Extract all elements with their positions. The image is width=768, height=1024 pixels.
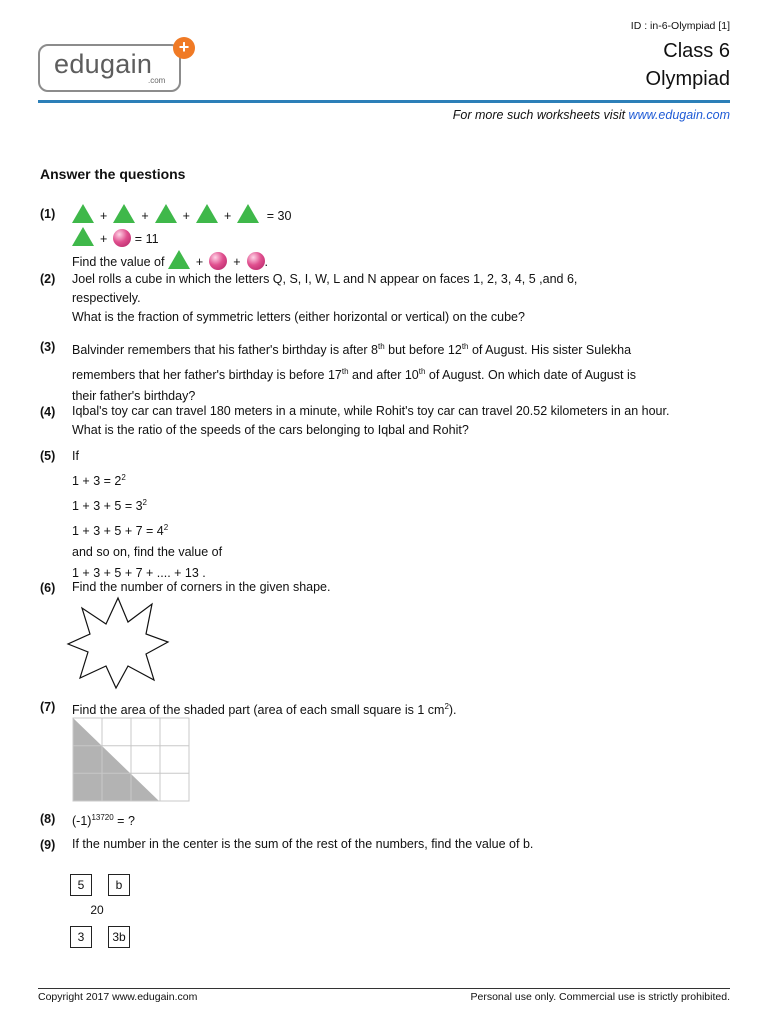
plus-sign: + [233,255,241,269]
worksheet-id: ID : in-6-Olympiad [1] [630,20,730,32]
header-divider [38,100,730,103]
exponent: 2 [444,702,449,711]
q5-l2: 1 + 3 + 5 = 3 [72,499,143,514]
q1-line2 [72,227,702,250]
cell-center: 20 [90,903,104,917]
q3-sup2: th [461,342,469,351]
copyright: Copyright 2017 www.edugain.com [38,991,198,1003]
q7-number: (7) [40,700,56,714]
q3-line1 [72,336,702,361]
plus-sign: + [223,209,232,223]
q2-text [72,270,632,327]
q3-part-e: and after 10 [348,368,419,383]
triangle-icon [237,204,259,223]
q3-part-c: of August. His sister Sulekha [468,343,632,358]
plus-sign: + [100,209,108,223]
q3-text [72,336,702,407]
triangle-icon [72,204,94,223]
triangle-icon [196,204,218,223]
q4-number: (4) [40,405,56,419]
cell-top-left: 5 [70,874,92,896]
q3-sup4: th [418,367,426,377]
q6-text: Find the number of corners in the given shape. [72,580,331,594]
class-title: Class 6 [663,40,730,62]
plus-sign: + [141,209,149,223]
q9-number: (9) [40,838,56,852]
logo-word: edugain [54,49,153,79]
star-polygon [68,598,168,688]
q3-part-b: but before 12 [384,343,462,358]
visit-link[interactable]: www.edugain.com [628,108,730,122]
q1-eq1: = 30 [266,209,292,223]
ball-icon [113,229,131,247]
q7-text-main: Find the area of the shaded part (area of each small square is 1 cm [72,703,445,718]
period: . [264,255,269,269]
number-puzzle [70,874,132,950]
ball-icon [247,252,265,270]
q3-sup3: th [341,367,349,377]
visit-text: For more such worksheets visit [452,108,629,122]
triangle-icon [155,204,177,223]
q9-text: If the number in the center is the sum of the rest of the numbers, find the value of b. [72,837,534,851]
footer-divider [38,988,730,989]
q1-body [72,204,702,273]
q6-number: (6) [40,581,56,595]
exponent: 2 [121,473,126,482]
q1-number: (1) [40,207,56,221]
q3-part-a: Balvinder remembers that his father's birthday is after 8 [72,343,378,358]
q2-text-1: Joel rolls a cube in which the letters Q, S, I, W, L and N appear on faces 1, 2, 3, 4, 5 ,and 6, respectively. [72,272,578,305]
plus-sign: + [195,255,204,269]
q8-end: = ? [113,814,135,829]
edugain-logo [38,37,190,92]
q5-if: If [72,449,79,463]
q5-line4: and so on, find the value of [72,545,223,560]
q3-line2 [72,361,702,386]
exponent: 2 [142,498,147,508]
q3-sup1: th [378,342,385,351]
q4-text: Iqbal's toy car can travel 180 meters in a minute, while Rohit's toy car can travel 20.52 kilometers in an hour. What is the ratio of the speeds of the cars belonging to Iqbal and Rohit? [72,404,670,437]
visit-line [453,108,730,122]
cell-top-right: b [108,874,130,896]
triangle-icon [168,250,190,269]
shaded-grid [72,717,190,803]
q3-line3: their father's birthday? [72,389,196,404]
plus-sign: + [182,209,190,223]
q8-base: (-1) [72,814,92,829]
logo-domain: .com [148,76,166,85]
q5-line5: 1 + 3 + 5 + 7 + .... + 13 . [72,566,206,581]
q3-number: (3) [40,340,56,354]
q5-number: (5) [40,449,56,463]
q2-text-2: What is the fraction of symmetric letters (either horizontal or vertical) on the cube? [72,310,525,324]
q5-line1 [72,467,702,492]
q5-l1: 1 + 3 = 2 [72,474,122,489]
q1-line1 [72,204,702,227]
subject-title: Olympiad [645,68,730,90]
q2-number: (2) [40,272,56,286]
q1-eq2: = 11 [134,232,159,246]
exponent: 2 [163,523,169,533]
plus-icon: + [173,37,195,59]
q3-part-d: remembers that her father's birthday is before 17 [72,368,342,383]
q8-text [72,808,702,831]
ball-icon [209,252,227,270]
cell-bottom-left: 3 [70,926,92,948]
q8-exponent: 13720 [91,813,114,822]
q5-line3 [72,517,702,542]
shaded-region [73,718,159,801]
triangle-icon [113,204,135,223]
q1-find-text: Find the value of [72,255,165,269]
section-title: Answer the questions [40,166,186,182]
q5-text [72,446,702,584]
q5-l3: 1 + 3 + 5 + 7 = 4 [72,524,164,539]
cell-bottom-right: 3b [108,926,130,948]
q3-part-f: of August. On which date of August is [425,368,636,383]
q8-number: (8) [40,812,56,826]
plus-sign: + [100,232,108,246]
usage-notice: Personal use only. Commercial use is strictly prohibited. [470,991,730,1003]
triangle-icon [72,227,94,246]
q5-line2 [72,492,702,517]
star-shape [66,596,170,690]
q7-text-end: ). [448,703,457,718]
